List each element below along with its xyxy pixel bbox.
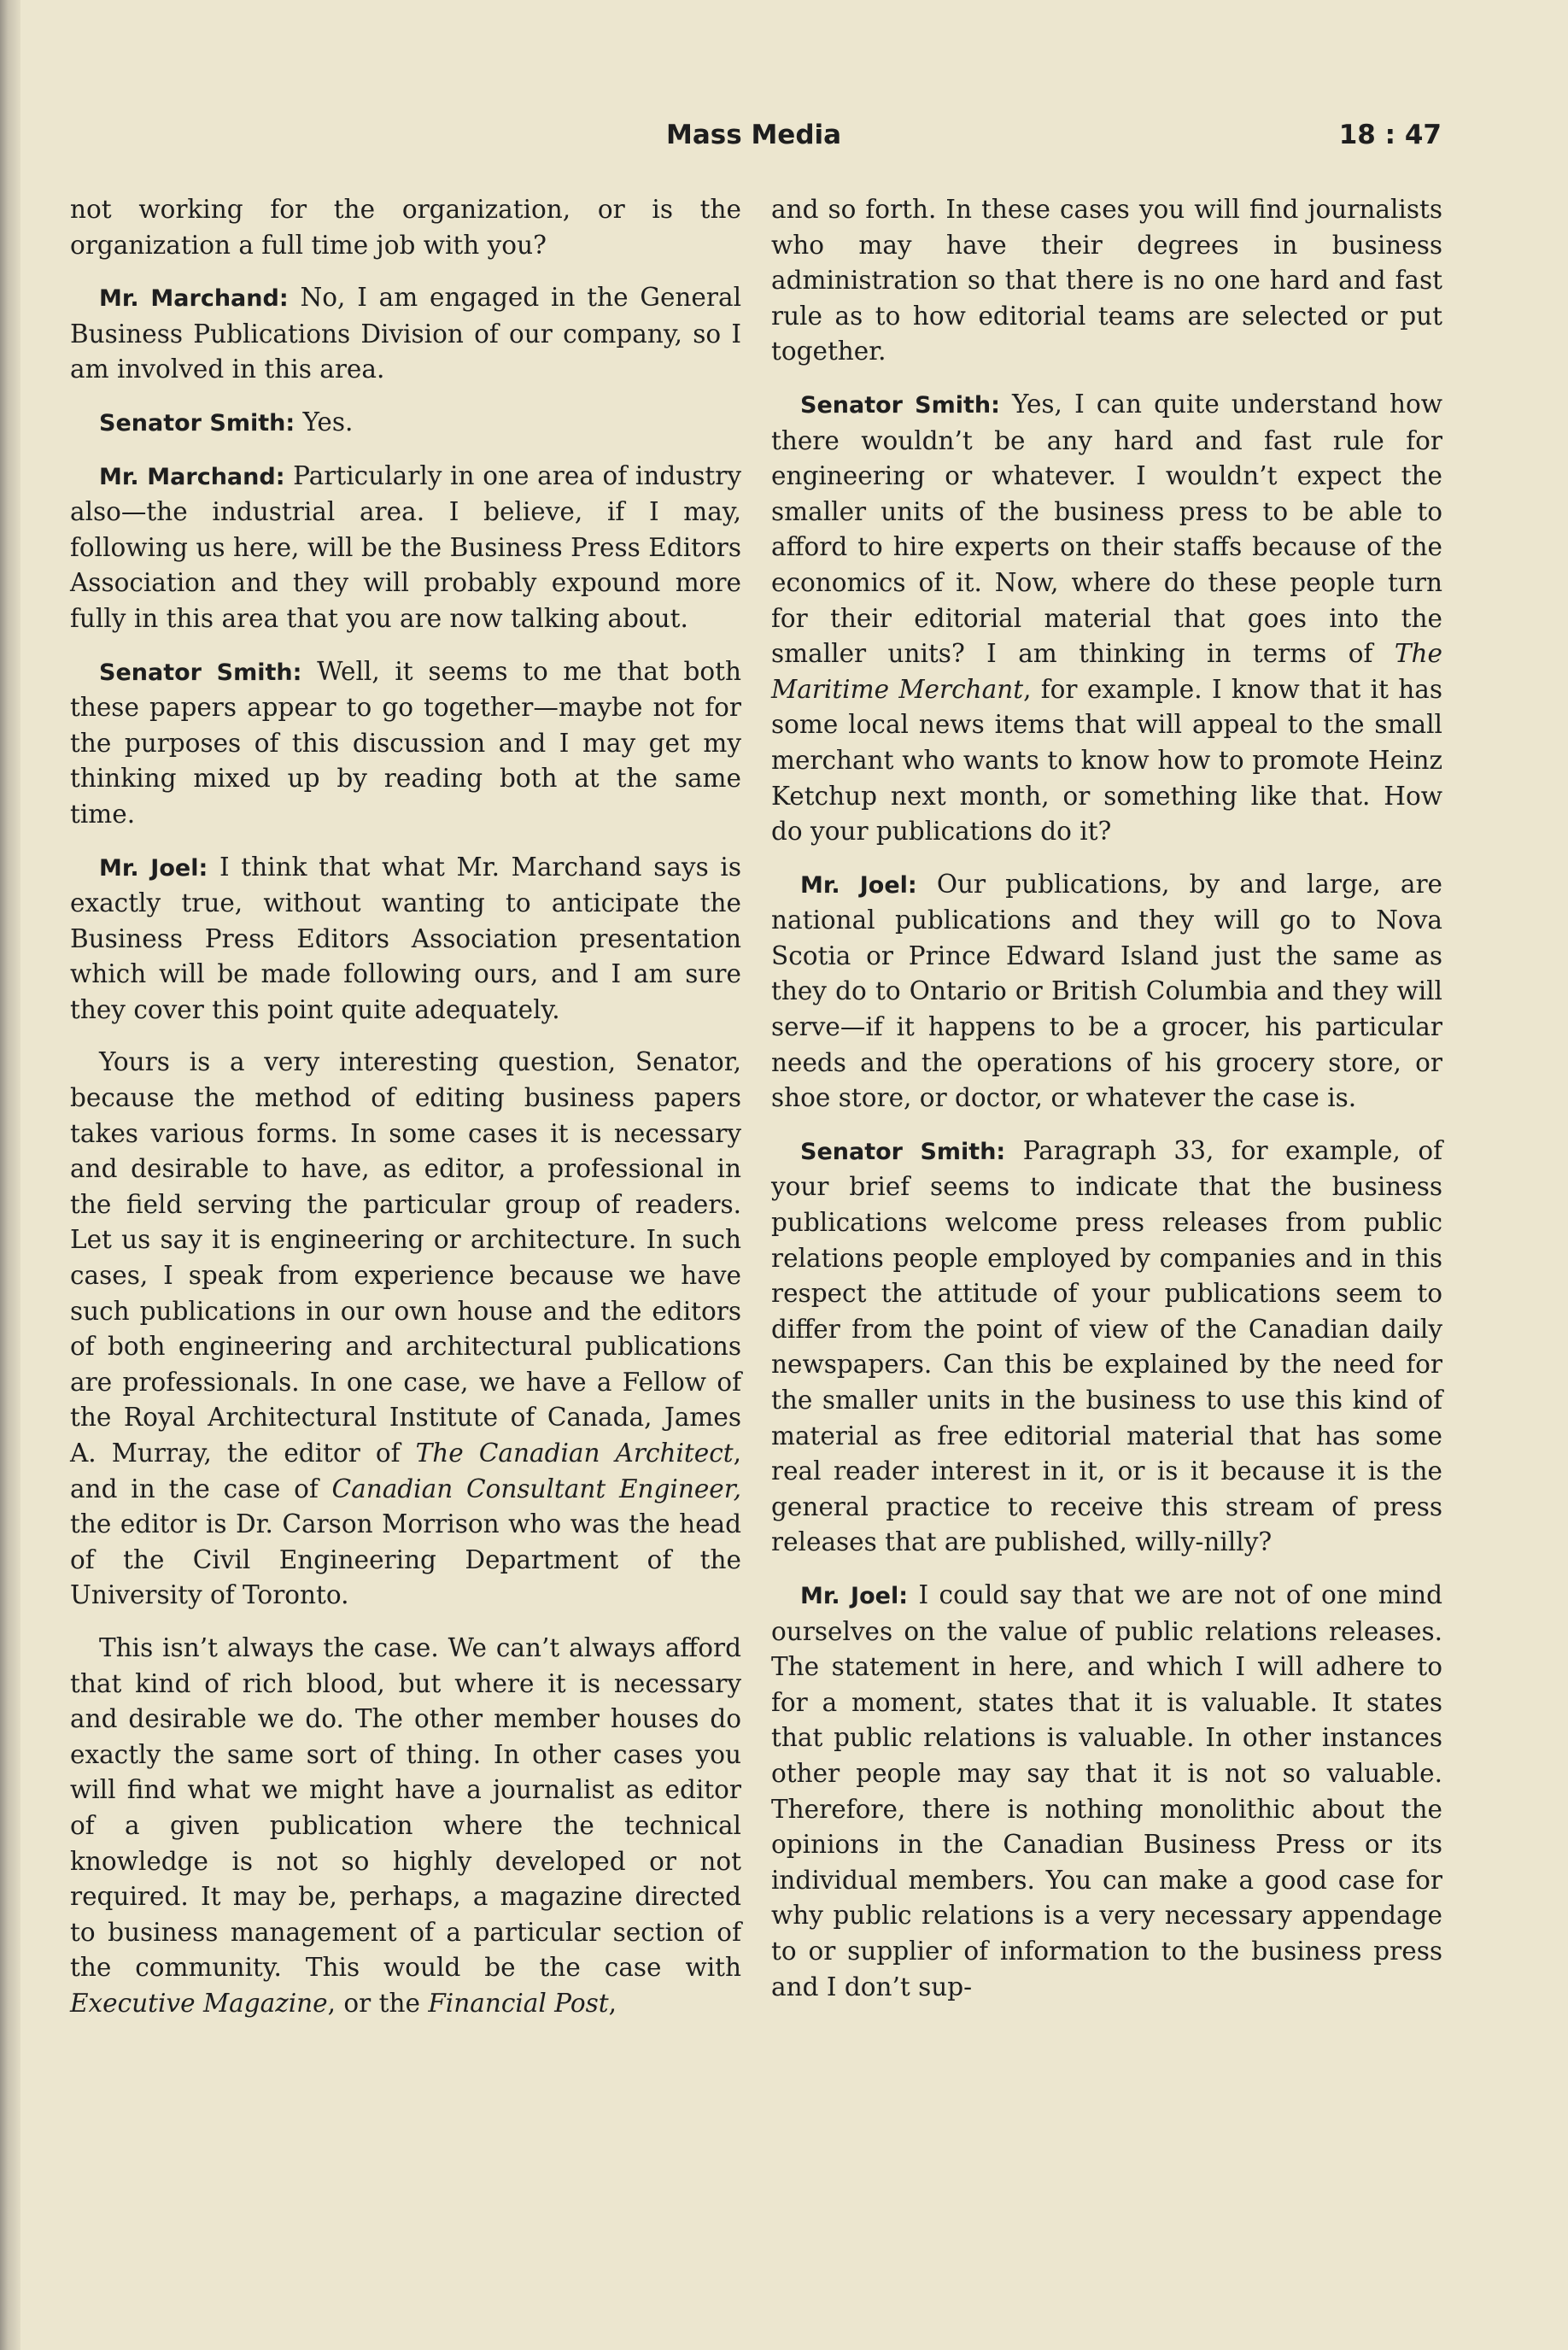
left-column (70, 192, 741, 2039)
paragraph: not working for the organization, or is the organization a full time job with you? (70, 195, 741, 260)
paragraph: Senator Smith: Well, it seems to me that both these papers appear to go together—maybe not for the purposes of this discussion and I may get my thinking mixed up by reading both at the same time. (70, 656, 741, 829)
speaker-name: Mr. Joel: (99, 854, 208, 882)
paragraph: Mr. Marchand: Particularly in one area of industry also—the industrial area. I believe, if I may, following us here, will be the Business Press Editors Association and they will probably expound more fully in this area that you are now talking about. (70, 460, 741, 633)
publication-title: The Canadian Architect (415, 1439, 734, 1468)
speaker-name: Senator Smith: (800, 1138, 1006, 1165)
paragraph: This isn’t always the case. We can’t always afford that kind of rich blood, but where it is necessary and desirable we do. The other member houses do exactly the same sort of thing. In other cases you will find what we might have a journalist as editor of a given publication where the technical knowledge is not so highly developed or not required. It may be, perhaps, a magazine directed to business management of a particular section of the community. This would be the case with Executive Magazine, or the Financial Post, (70, 1632, 741, 2018)
paragraph: Mr. Marchand: No, I am engaged in the General Business Publications Division of our company, so I am involved in this area. (70, 283, 741, 384)
paragraph: Mr. Joel: Our publications, by and large, are national publications and they will go to Nova Scotia or Prince Edward Island just the same as they do to Ontario or British Columbia and they will serve—if it happens to be a grocer, his particular needs and the operations of his grocery store, or shoe store, or doctor, or whatever the case is. (771, 869, 1443, 1113)
paragraph: Senator Smith: Paragraph 33, for example, of your brief seems to indicate that the business publications welcome press releases from public relations people employed by companies and in this respect the attitude of your publications seem to differ from the point of view of the Canadian daily newspapers. Can this be explained by the need for the smaller units in the business to use this kind of material as free editorial material that has some real reader interest in it, or is it because it is the general practice to receive this stream of press releases that are published, willy-nilly? (771, 1135, 1443, 1557)
page-binding-shadow (0, 0, 20, 2350)
paragraph: Senator Smith: Yes, I can quite understand how there wouldn’t be any hard and fast rule for engineering or whatever. I wouldn’t expect the smaller units of the business press to be able to afford to hire experts on their staffs because of the economics of it. Now, where do these people turn for their editorial material that goes into the smaller units? I am thinking in terms of The Maritime Merchant, for example. I know that it has some local news items that will appeal to the small merchant who wants to know how to promote Heinz Ketchup next month, or something like that. How do your publications do it? (771, 389, 1442, 847)
running-head-title: Mass Media (666, 120, 842, 150)
speaker-name: Mr. Marchand: (99, 463, 285, 490)
paragraph: Mr. Joel: I could say that we are not of one mind ourselves on the value of public relations releases. The statement in here, and which I will adhere to for a moment, states that it is valuable. It states that public relations is valuable. In other instances other people may say that it is not so valuable. Therefore, there is nothing monolithic about the opinions in the Canadian Business Press or its individual members. You can make a good case for why public relations is a very necessary appendage to or supplier of information to the business press and I don’t sup- (771, 1579, 1442, 2001)
publication-title: Executive Magazine (70, 1988, 328, 2018)
speaker-name: Senator Smith: (800, 391, 1000, 419)
paragraph: Senator Smith: Yes. (99, 407, 354, 437)
paragraph: Yours is a very interesting question, Senator, because the method of editing business papers takes various forms. In some cases it is necessary and desirable to have, as editor, a professional in the field serving the particular group of readers. Let us say it is engineering or architecture. In such cases, I speak from experience because we have such publications in our own house and the editors of both engineering and architectural publications are professionals. In one case, we have a Fellow of the Royal Architectural Institute of Canada, James A. Murray, the editor of The Canadian Architect, and in the case of Canadian Consultant Engineer, the editor is Dr. Carson Morrison who was the head of the Civil Engineering Department of the University of Toronto. (70, 1047, 741, 1610)
publication-title: Canadian Consultant Engineer, (331, 1474, 741, 1503)
paragraph: Mr. Joel: I think that what Mr. Marchand says is exactly true, without wanting to anticipate the Business Press Editors Association presentation which will be made following ours, and I am sure they cover this point quite adequately. (70, 852, 741, 1024)
page-header (0, 120, 1568, 171)
speaker-name: Senator Smith: (99, 409, 295, 437)
right-column (771, 192, 1442, 2022)
paragraph: and so forth. In these cases you will find journalists who may have their degrees in business administration so that there is no one hard and fast rule as to how editorial teams are selected or put together. (771, 195, 1442, 366)
publication-title: The Maritime Merchant (771, 639, 1442, 704)
speaker-name: Mr. Joel: (800, 871, 917, 899)
speaker-name: Mr. Marchand: (99, 285, 289, 313)
speaker-name: Senator Smith: (99, 659, 302, 686)
speaker-name: Mr. Joel: (800, 1582, 909, 1609)
page-number: 18 : 47 (1338, 120, 1442, 150)
publication-title: Financial Post (428, 1988, 609, 2018)
